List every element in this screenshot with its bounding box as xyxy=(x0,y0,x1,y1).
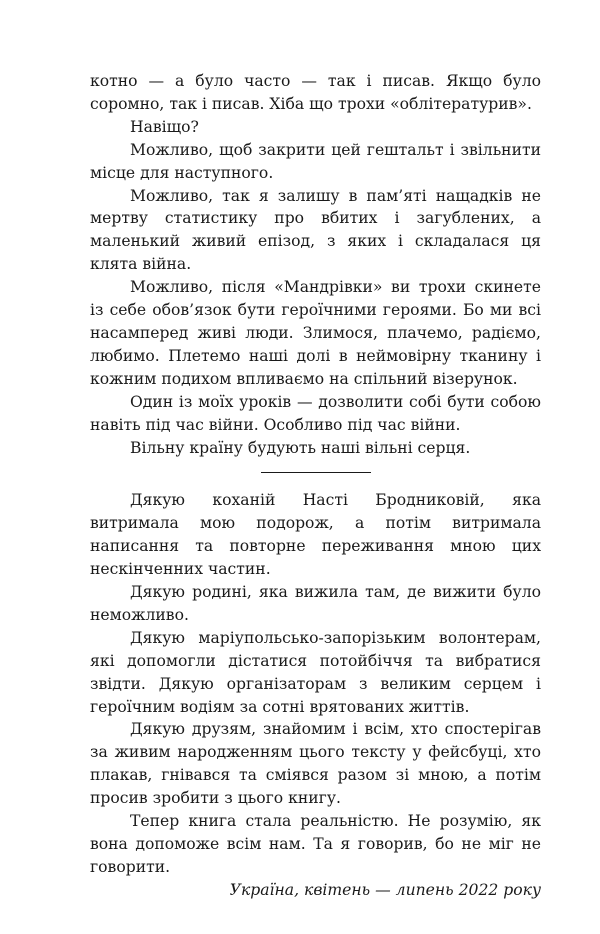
section-divider xyxy=(261,472,371,473)
paragraph: котно — а було часто — так і писав. Якщо було соромно, так і писав. Хіба що трохи «облітературив». xyxy=(90,72,541,113)
paragraph: Можливо, після «Мандрівки» ви трохи скинете із себе обов’язок бути героїчними героями. Бо ми всі насамперед живі люди. Злимося, плачемо, радіємо, любимо. Плетемо наші долі в неймовірну тканину і кожним подихом впливаємо на спільний візерунок. xyxy=(90,278,541,388)
acknowledgement-paragraph: Тепер книга стала реальністю. Не розумію, як вона допоможе всім нам. Та я говорив, бо не міг не говорити. xyxy=(90,812,541,876)
paragraph: Навіщо? xyxy=(130,117,199,136)
paragraph: Вільну країну будують наші вільні серця. xyxy=(130,438,471,457)
acknowledgement-paragraph: Дякую маріупольсько-запорізьким волонтерам, які допомогли дістатися потойбіччя та вибратися звідти. Дякую організаторам з великим серцем і героїчним водіям за сотні врятованих життів. xyxy=(90,628,541,716)
acknowledgement-paragraph: Дякую родині, яка вижила там, де вижити було неможливо. xyxy=(90,583,541,624)
acknowledgement-paragraph: Дякую друзям, знайомим і всім, хто спостерігав за живим народженням цього тексту у фейсбуці, хто плакав, гнівався та сміявся разом зі мною, а потім просив зробити з цього книгу. xyxy=(90,720,541,808)
paragraph: Один із моїх уроків — дозволити собі бути собою навіть під час війни. Особливо під час війни. xyxy=(90,392,541,434)
acknowledgement-paragraph: Дякую коханій Насті Бродниковій, яка витримала мою подорож, а потім витримала написання та повторне переживання мною цих нескінченних частин. xyxy=(90,491,541,579)
paragraph: Можливо, щоб закрити цей гештальт і звільнити місце для наступного. xyxy=(90,140,541,182)
page-body xyxy=(90,70,541,902)
paragraph: Можливо, так я залишу в пам’яті нащадків не мертву статистику про вбитих і загублених, а маленький живий епізод, з яких і складалася ця клята війна. xyxy=(90,186,541,274)
place-date-signature: Україна, квітень — липень 2022 року xyxy=(229,880,541,899)
